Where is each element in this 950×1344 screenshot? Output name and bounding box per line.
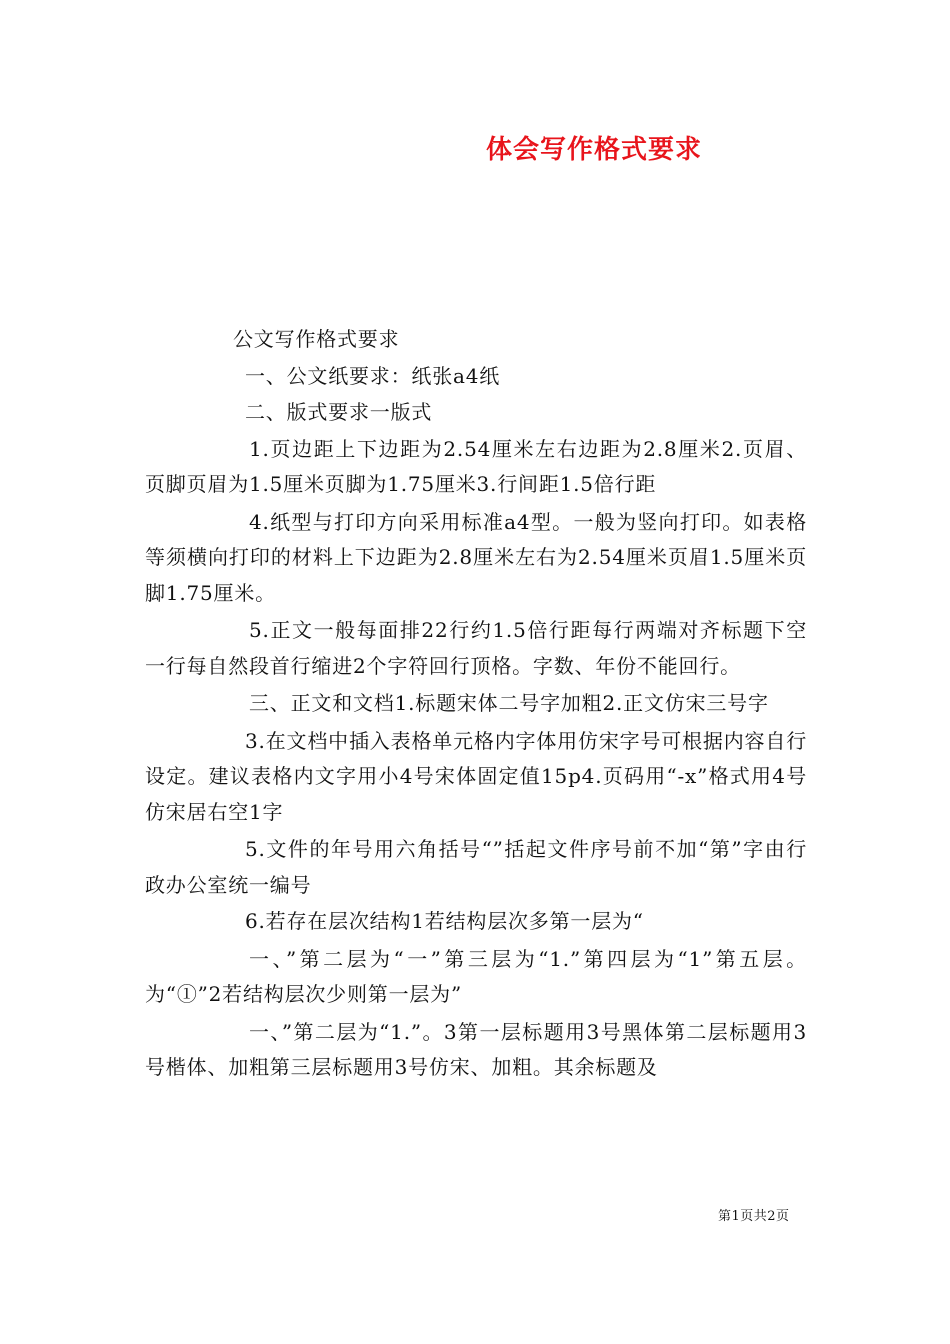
paragraph-margins: 1.页边距上下边距为2.54厘米左右边距为2.8厘米2.页眉、页脚页眉为1.5厘米页脚为1.75厘米3.行间距1.5倍行距 — [145, 436, 807, 496]
paragraph-tables: 3.在文档中插入表格单元格内字体用仿宋字号可根据内容自行设定。建议表格内文字用小4号宋体固定值15p4.页码用“-x”格式用4号仿宋居右空1字 — [145, 728, 807, 824]
paragraph-heading-fonts: 一、”第二层为“1.”。3第一层标题用3号黑体第二层标题用3号楷体、加粗第三层标题用3号仿宋、加粗。其余标题及 — [145, 1019, 807, 1079]
page-indicator: 第1页共2页 — [718, 1209, 790, 1224]
paragraph-subtitle: 公文写作格式要求 — [233, 327, 400, 351]
paragraph-hierarchy-levels: 一、”第二层为“一”第三层为“1.”第四层为“1”第五层。为“①”2若结构层次少则第一层为” — [145, 946, 807, 1006]
document-body — [145, 322, 807, 1086]
paragraph-section-2: 二、版式要求一版式 — [245, 400, 433, 424]
paragraph-hierarchy: 6.若存在层次结构1若结构层次多第一层为“ — [245, 909, 644, 933]
paragraph-body-layout: 5.正文一般每面排22行约1.5倍行距每行两端对齐标题下空一行每自然段首行缩进2个字符回行顶格。字数、年份不能回行。 — [145, 618, 807, 678]
paragraph-section-1: 一、公文纸要求：纸张a4纸 — [245, 363, 501, 388]
paragraph-paper-orientation: 4.纸型与打印方向采用标准a4型。一般为竖向打印。如表格等须横向打印的材料上下边距为2.8厘米左右为2.54厘米页眉1.5厘米页脚1.75厘米。 — [145, 509, 807, 605]
document-title: 体会写作格式要求 — [486, 135, 703, 165]
paragraph-year-numbering: 5.文件的年号用六角括号“”括起文件序号前不加“第”字由行政办公室统一编号 — [145, 837, 807, 897]
paragraph-section-3: 三、正文和文档1.标题宋体二号字加粗2.正文仿宋三号字 — [249, 691, 769, 715]
